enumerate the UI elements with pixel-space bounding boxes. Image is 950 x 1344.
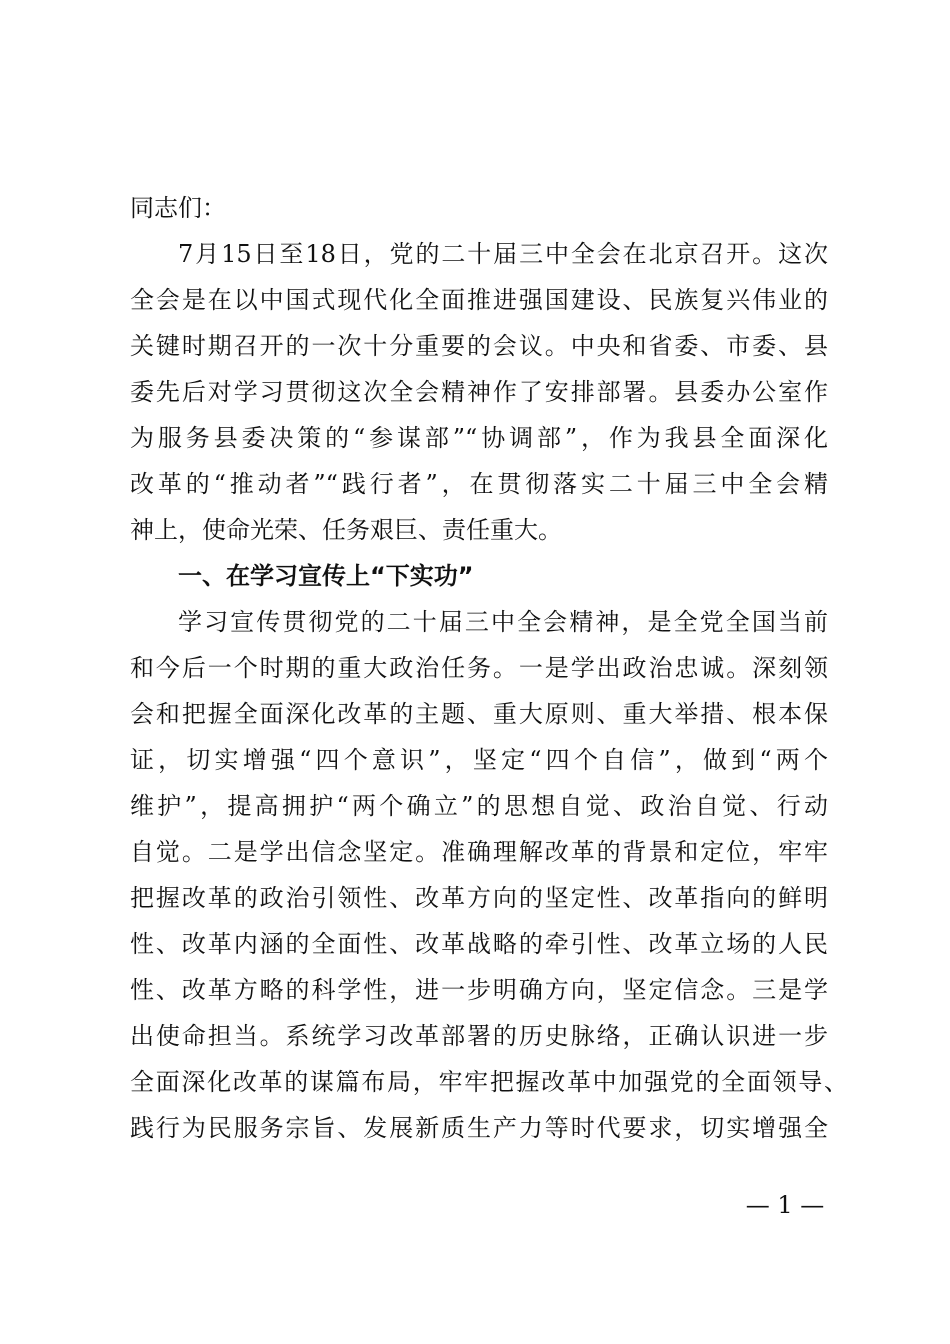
paragraph-1-line: 7月15日至18日，党的二十届三中全会在北京召开。这次 xyxy=(178,240,828,268)
paragraph-1-line: 委先后对学习贯彻这次全会精神作了安排部署。县委办公室作 xyxy=(130,378,828,406)
paragraph-2-line: 把握改革的政治引领性、改革方向的坚定性、改革指向的鲜明 xyxy=(130,884,828,912)
paragraph-2-line: 性、改革方略的科学性，进一步明确方向，坚定信念。三是学 xyxy=(130,976,828,1004)
salutation: 同志们： xyxy=(130,194,226,222)
paragraph-2-line: 出使命担当。系统学习改革部署的历史脉络，正确认识进一步 xyxy=(130,1022,828,1050)
paragraph-2-line: 全面深化改革的谋篇布局，牢牢把握改革中加强党的全面领导、 xyxy=(130,1068,848,1096)
paragraph-2-line: 证，切实增强“四个意识”，坚定“四个自信”，做到“两个 xyxy=(130,746,828,774)
paragraph-2-line: 维护”，提高拥护“两个确立”的思想自觉、政治自觉、行动 xyxy=(130,792,828,820)
paragraph-2-line: 性、改革内涵的全面性、改革战略的牵引性、改革立场的人民 xyxy=(130,930,828,958)
paragraph-1-line: 全会是在以中国式现代化全面推进强国建设、民族复兴伟业的 xyxy=(130,286,828,314)
section-heading: 一、在学习宣传上“下实功” xyxy=(178,562,474,590)
paragraph-2-line: 和今后一个时期的重大政治任务。一是学出政治忠诚。深刻领 xyxy=(130,654,828,682)
page-number: — 1 — xyxy=(745,1191,825,1219)
paragraph-2-line: 自觉。二是学出信念坚定。准确理解改革的背景和定位，牢牢 xyxy=(130,838,828,866)
paragraph-2-line: 会和把握全面深化改革的主题、重大原则、重大举措、根本保 xyxy=(130,700,828,728)
paragraph-1-line: 改革的“推动者”“践行者”，在贯彻落实二十届三中全会精 xyxy=(130,470,828,498)
paragraph-2-line: 践行为民服务宗旨、发展新质生产力等时代要求，切实增强全 xyxy=(130,1114,828,1142)
paragraph-2-line: 学习宣传贯彻党的二十届三中全会精神，是全党全国当前 xyxy=(178,608,828,636)
paragraph-1-line: 神上，使命光荣、任务艰巨、责任重大。 xyxy=(130,516,562,544)
paragraph-1-line: 为服务县委决策的“参谋部”“协调部”，作为我县全面深化 xyxy=(130,424,828,452)
paragraph-1-line: 关键时期召开的一次十分重要的会议。中央和省委、市委、县 xyxy=(130,332,828,360)
